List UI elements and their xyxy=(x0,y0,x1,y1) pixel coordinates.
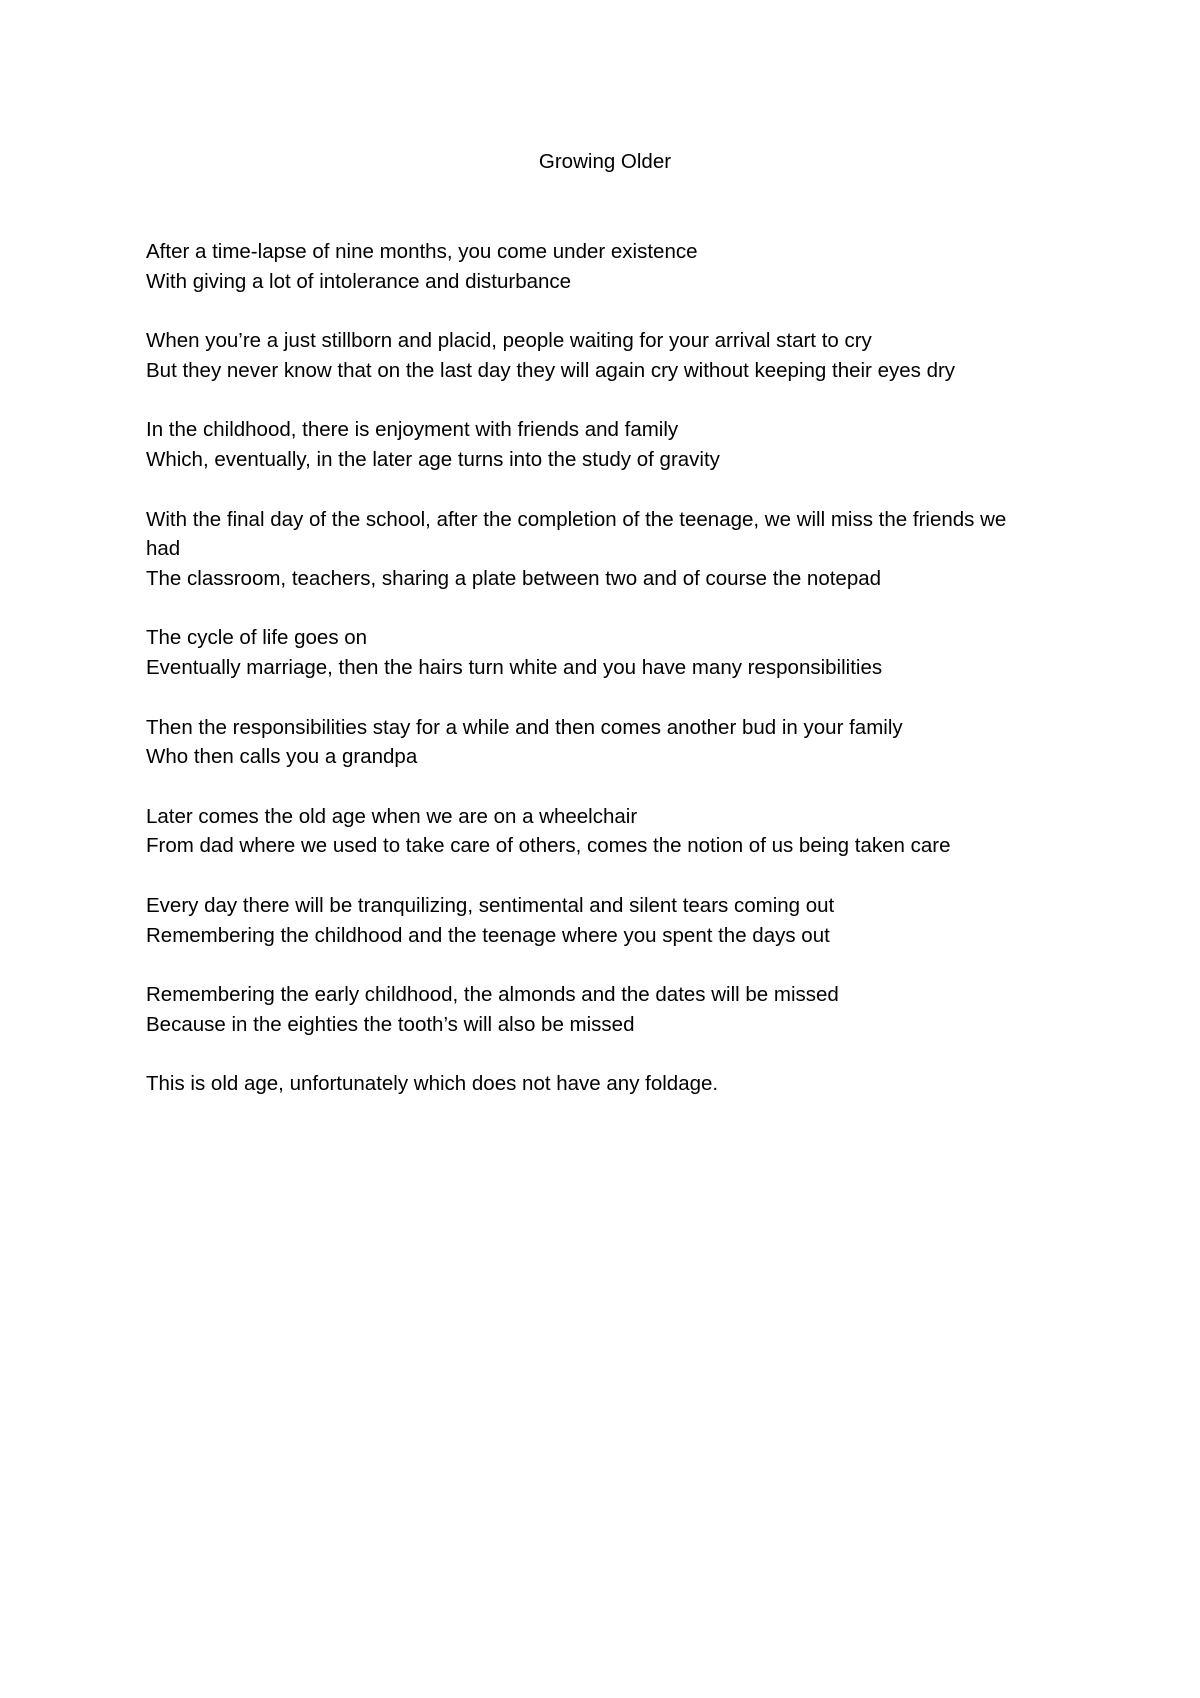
poem-line: Remembering the early childhood, the almonds and the dates will be missed xyxy=(146,983,839,1007)
stanza-3 xyxy=(146,415,1046,474)
poem-line: Because in the eighties the tooth’s will also be missed xyxy=(146,1012,635,1036)
poem-line: Which, eventually, in the later age turns into the study of gravity xyxy=(146,447,720,471)
poem-line: The cycle of life goes on xyxy=(146,626,368,650)
stanza-2 xyxy=(146,326,1046,385)
stanza-10 xyxy=(146,1069,1046,1099)
poem-line: With giving a lot of intolerance and disturbance xyxy=(146,269,572,293)
poem-line: This is old age, unfortunately which does not have any foldage. xyxy=(146,1072,719,1096)
stanza-1 xyxy=(146,237,1046,296)
stanza-8 xyxy=(146,891,1046,950)
poem-line: Eventually marriage, then the hairs turn white and you have many responsibilities xyxy=(146,655,883,679)
poem-line: The classroom, teachers, sharing a plate between two and of course the notepad xyxy=(146,566,882,590)
poem-line: When you’re a just stillborn and placid, people waiting for your arrival start to cry xyxy=(146,329,872,353)
poem-line: Remembering the childhood and the teenage where you spent the days out xyxy=(146,923,830,947)
poem-line: Later comes the old age when we are on a wheelchair xyxy=(146,804,638,828)
stanza-6 xyxy=(146,713,1046,772)
stanza-4 xyxy=(146,505,1046,594)
poem-line: Every day there will be tranquilizing, sentimental and silent tears coming out xyxy=(146,893,835,917)
poem-line: In the childhood, there is enjoyment with friends and family xyxy=(146,418,679,442)
poem-line: With the final day of the school, after the completion of the teenage, we will miss the friends we had xyxy=(146,507,1007,561)
poem-line: Who then calls you a grandpa xyxy=(146,745,418,769)
poem-title: Growing Older xyxy=(538,150,672,173)
poem-line: From dad where we used to take care of others, comes the notion of us being taken care xyxy=(146,834,951,858)
poem-line: After a time-lapse of nine months, you come under existence xyxy=(146,240,698,263)
stanza-9 xyxy=(146,980,1046,1039)
poem-line: Then the responsibilities stay for a while and then comes another bud in your family xyxy=(146,715,903,739)
poem-line: But they never know that on the last day they will again cry without keeping their eyes dry xyxy=(146,358,956,382)
stanza-5 xyxy=(146,623,1046,682)
stanza-7 xyxy=(146,802,1046,861)
poem-body xyxy=(146,237,1046,1129)
